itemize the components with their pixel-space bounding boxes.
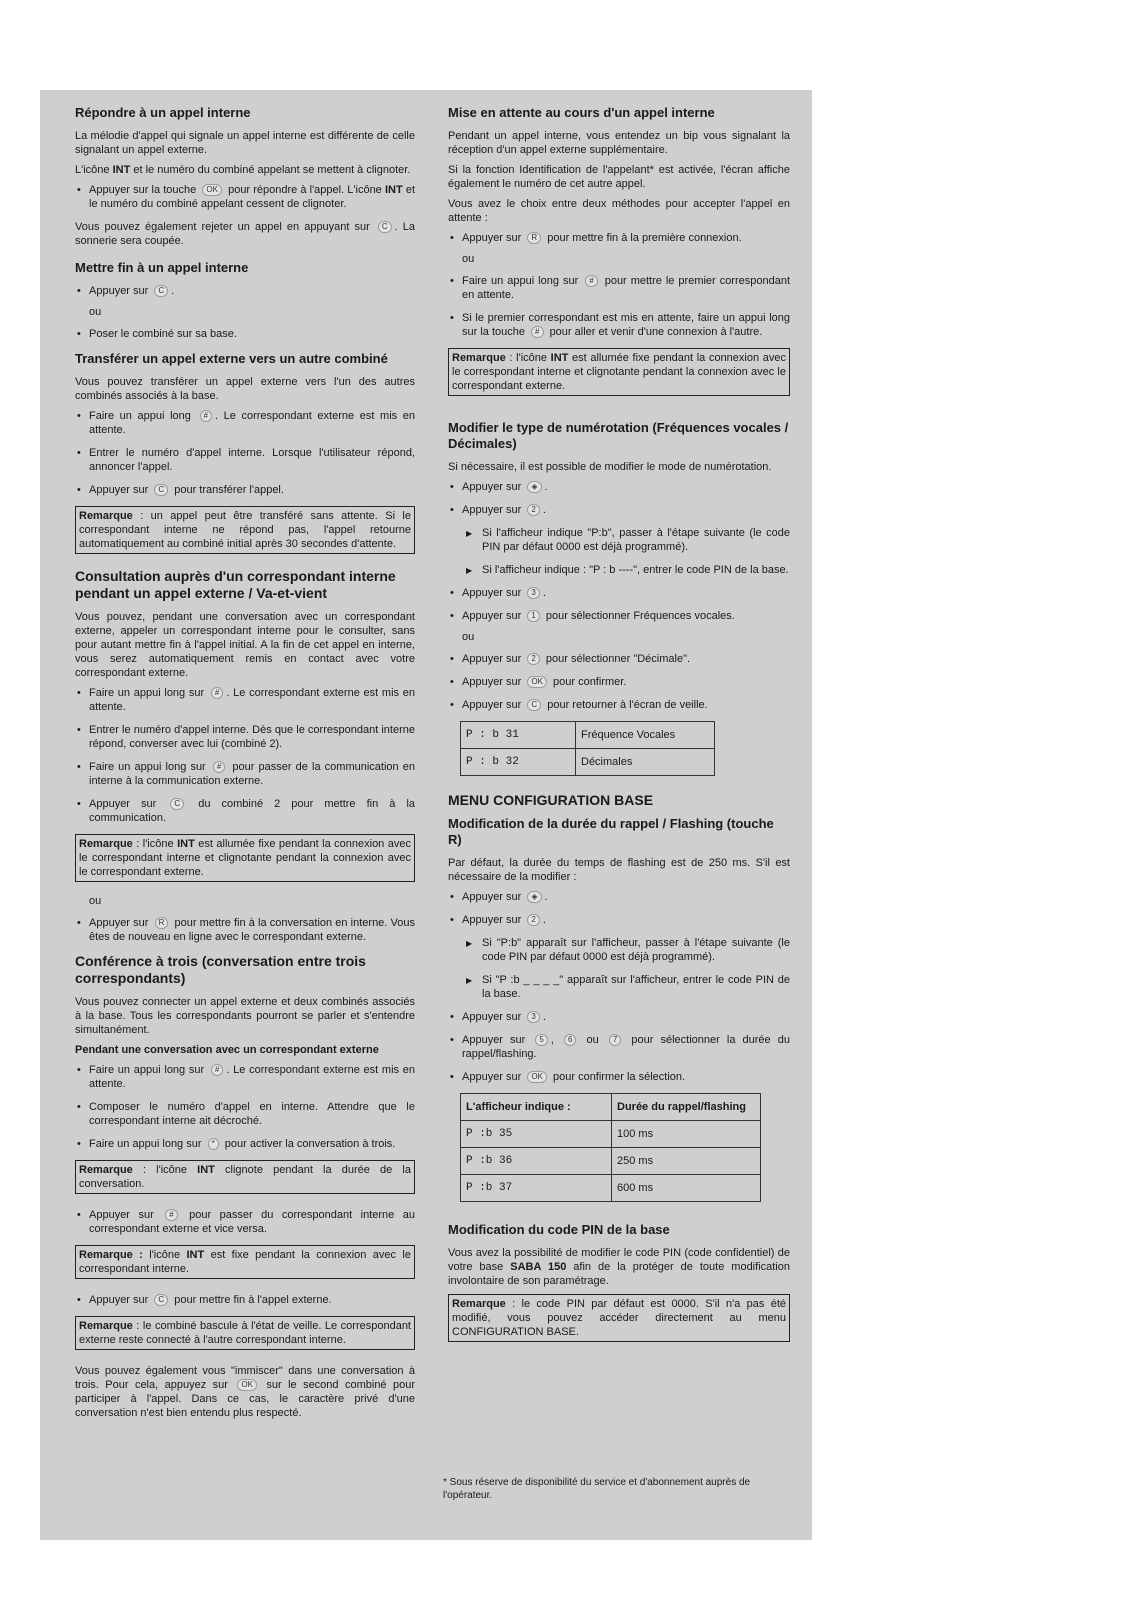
list-item: • Appuyer sur 3 . <box>448 1010 790 1024</box>
list-item: ▶ Si "P :b _ _ _ _" apparaît sur l'afficheur, entrer le code PIN de la base. <box>448 973 790 1001</box>
paragraph: Vous pouvez, pendant une conversation avec un correspondant externe, appeler un correspondant interne pour le consulter, sans pour autant mettre fin à l'appel initial. A la fin de cet appel en interne, vous serez automatiquement remis en contact avec votre correspondant externe. <box>75 611 415 679</box>
list-item: • Appuyer sur C pour mettre fin à l'appel externe. <box>75 1293 415 1307</box>
table-header-row <box>461 1094 761 1121</box>
table-cell: P : b 31 <box>461 722 576 749</box>
paragraph: Vous pouvez connecter un appel externe et deux combinés associés à la base. Tous les correspondants pourront se parler et s'entendre simultanément. <box>75 996 415 1036</box>
section-title: Transférer un appel externe vers un autre combiné <box>75 351 388 366</box>
step-list <box>75 686 415 825</box>
table-cell: P :b 35 <box>461 1121 612 1148</box>
section-title: Mise en attente au cours d'un appel interne <box>448 105 715 120</box>
step-list <box>448 890 790 1084</box>
section-title: Conférence à trois (conversation entre trois correspondants) <box>75 953 366 986</box>
hash-key-icon: # <box>211 687 223 699</box>
list-item: ▶ Si "P:b" apparaît sur l'afficheur, passer à l'étape suivante (le code PIN par défaut 0000 est déjà programmé). <box>448 936 790 964</box>
list-item: • Appuyer sur C du combiné 2 pour mettre fin à la communication. <box>75 797 415 825</box>
list-item: • Appuyer sur C pour transférer l'appel. <box>75 483 415 497</box>
list-item: • Faire un appui long sur # . Le correspondant externe est mis en attente. <box>75 1063 415 1091</box>
paragraph: Si la fonction Identification de l'appelant* est activée, l'écran affiche également le numéro de cet autre appel. <box>448 164 790 190</box>
star-key-icon: * <box>208 1138 219 1150</box>
list-item: • Appuyer sur 2 pour sélectionner "Décimale". <box>448 652 790 666</box>
step-list <box>75 327 415 341</box>
dial-mode-table <box>460 721 715 776</box>
list-item: • Entrer le numéro d'appel interne. Lorsque l'utilisateur répond, annoncer l'appel. <box>75 446 415 474</box>
int-icon: INT <box>112 164 131 176</box>
ok-key-icon: OK <box>202 184 222 196</box>
digit-1-key-icon: 1 <box>527 610 539 622</box>
list-item: • Faire un appui long # . Le correspondant externe est mis en attente. <box>75 409 415 437</box>
list-item: • Appuyer sur ◈ . <box>448 890 790 904</box>
table-header: L'afficheur indique : <box>461 1094 612 1121</box>
section-title: Modification de la durée du rappel / Flashing (touche R) <box>448 816 774 847</box>
step-list <box>448 231 790 245</box>
paragraph: Vous pouvez également vous "immiscer" dans une conversation à trois. Pour cela, appuyez sur OK sur le second combiné pour participer à l'appel. Dans ce cas, le caractère privé d'une conversation n'est bien entendu plus respecté. <box>75 1365 415 1419</box>
hangup-key-icon: C <box>170 798 184 810</box>
hangup-key-icon: C <box>527 699 541 711</box>
paragraph: Vous avez le choix entre deux méthodes pour accepter l'appel en attente : <box>448 198 790 224</box>
table-row <box>461 1121 761 1148</box>
section-title: Répondre à un appel interne <box>75 105 251 120</box>
table-cell: 100 ms <box>612 1121 761 1148</box>
remark-box: Remarque : l'icône INT est allumée fixe pendant la connexion avec le correspondant interne et clignotante pendant la connexion avec le correspondant externe. <box>75 834 415 882</box>
list-item: ▶ Si l'afficheur indique "P:b", passer à l'étape suivante (le code PIN par défaut 0000 est déjà programmé). <box>448 526 790 554</box>
list-item: • Entrer le numéro d'appel interne. Dès que le correspondant interne répond, converser avec lui (combiné 2). <box>75 723 415 751</box>
list-item: • Faire un appui long sur # . Le correspondant externe est mis en attente. <box>75 686 415 714</box>
hangup-key-icon: C <box>154 484 168 496</box>
paragraph: L'icône INT et le numéro du combiné appelant se mettent à clignoter. <box>75 164 411 176</box>
hash-key-icon: # <box>200 410 212 422</box>
step-list <box>448 274 790 339</box>
hangup-key-icon: C <box>154 1294 168 1306</box>
ou-separator: ou <box>89 306 102 318</box>
int-icon: INT <box>384 184 403 196</box>
table-cell: 250 ms <box>612 1148 761 1175</box>
section-title: Modification du code PIN de la base <box>448 1222 670 1237</box>
section-title: Consultation auprès d'un correspondant interne pendant un appel externe / Va-et-vient <box>75 568 396 601</box>
list-item: • Composer le numéro d'appel en interne. Attendre que le correspondant interne ait décroché. <box>75 1100 415 1128</box>
step-list <box>75 1208 415 1236</box>
digit-7-key-icon: 7 <box>609 1034 621 1046</box>
r-key-icon: R <box>155 917 169 929</box>
table-cell: 600 ms <box>612 1175 761 1202</box>
menu-key-icon: ◈ <box>527 481 541 493</box>
paragraph: Par défaut, la durée du temps de flashing est de 250 ms. S'il est nécessaire de la modifier : <box>448 857 790 883</box>
menu-key-icon: ◈ <box>527 891 541 903</box>
digit-5-key-icon: 5 <box>535 1034 547 1046</box>
hash-key-icon: # <box>211 1064 223 1076</box>
remark-box: Remarque : l'icône INT clignote pendant la durée de la conversation. <box>75 1160 415 1194</box>
int-icon: INT <box>550 352 569 364</box>
r-key-icon: R <box>527 232 541 244</box>
list-item: • Appuyer sur R pour mettre fin à la première connexion. <box>448 231 790 245</box>
int-icon: INT <box>197 1164 215 1176</box>
ok-key-icon: OK <box>527 676 547 688</box>
table-header: Durée du rappel/flashing <box>612 1094 761 1121</box>
step-list <box>75 916 415 944</box>
remark-box: Remarque : le combiné bascule à l'état de veille. Le correspondant externe reste connecté à l'autre correspondant interne. <box>75 1316 415 1350</box>
int-icon: INT <box>186 1249 205 1261</box>
ok-key-icon: OK <box>237 1379 257 1391</box>
ou-separator: ou <box>462 253 475 265</box>
remark-box: Remarque : l'icône INT est allumée fixe pendant la connexion avec le correspondant interne et clignotante pendant la connexion avec le correspondant externe. <box>448 348 790 396</box>
footnote: * Sous réserve de disponibilité du service et d'abonnement auprès de l'opérateur. <box>443 1477 751 1501</box>
list-item: • Si le premier correspondant est mis en attente, faire un appui long sur la touche # pour aller et venir d'une connexion à l'autre. <box>448 311 790 339</box>
list-item: • Appuyer sur R pour mettre fin à la conversation en interne. Vous êtes de nouveau en ligne avec le correspondant externe. <box>75 916 415 944</box>
list-item: • Poser le combiné sur sa base. <box>75 327 415 341</box>
list-item: • Faire un appui long sur # pour passer de la communication en interne à la communication externe. <box>75 760 415 788</box>
list-item: • Appuyer sur 2 . <box>448 913 790 927</box>
table-cell: P :b 36 <box>461 1148 612 1175</box>
section-title: Mettre fin à un appel interne <box>75 260 249 275</box>
table-row <box>461 1175 761 1202</box>
hangup-key-icon: C <box>154 285 168 297</box>
table-cell: Décimales <box>576 749 715 776</box>
subheading: Pendant une conversation avec un correspondant externe <box>75 1044 379 1056</box>
digit-6-key-icon: 6 <box>564 1034 576 1046</box>
digit-2-key-icon: 2 <box>527 914 539 926</box>
step-list <box>75 1293 415 1307</box>
menu-title: MENU CONFIGURATION BASE <box>448 792 654 808</box>
hash-key-icon: # <box>531 326 543 338</box>
hangup-key-icon: C <box>378 221 392 233</box>
paragraph: La mélodie d'appel qui signale un appel interne est différente de celle signalant un appel externe. <box>75 130 415 156</box>
table-row <box>461 749 715 776</box>
step-list <box>75 409 415 497</box>
list-item: • Appuyer sur OK pour confirmer. <box>448 675 790 689</box>
paragraph: Vous pouvez également rejeter un appel en appuyant sur C . La sonnerie sera coupée. <box>75 221 415 247</box>
step-list <box>75 1063 415 1151</box>
remark-box: Remarque : l'icône INT est fixe pendant la connexion avec le correspondant interne. <box>75 1245 415 1279</box>
list-item: • Appuyer sur OK pour confirmer la sélection. <box>448 1070 790 1084</box>
list-item: • Appuyer sur 5 , 6 ou 7 pour sélectionner la durée du rappel/flashing. <box>448 1033 790 1061</box>
digit-3-key-icon: 3 <box>527 587 539 599</box>
flashing-table <box>460 1093 761 1202</box>
list-item: • Appuyer sur C pour retourner à l'écran de veille. <box>448 698 790 712</box>
list-item: • Appuyer sur la touche OK pour répondre à l'appel. L'icône INT et le numéro du combiné appelant cessent de clignoter. <box>75 183 415 211</box>
list-item: ▶ Si l'afficheur indique : "P : b ----", entrer le code PIN de la base. <box>448 563 790 577</box>
list-item: • Faire un appui long sur * pour activer la conversation à trois. <box>75 1137 415 1151</box>
step-list <box>75 284 415 298</box>
table-cell: P :b 37 <box>461 1175 612 1202</box>
paragraph: Vous avez la possibilité de modifier le code PIN (code confidentiel) de votre base SABA 150 afin de la protéger de toute modification involontaire de son paramétrage. <box>448 1247 790 1287</box>
list-item: • Appuyer sur # pour passer du correspondant interne au correspondant externe et vice versa. <box>75 1208 415 1236</box>
hash-key-icon: # <box>165 1209 177 1221</box>
list-item: • Appuyer sur C . <box>75 284 415 298</box>
list-item: • Appuyer sur 3 . <box>448 586 790 600</box>
remark-box: Remarque : un appel peut être transféré sans attente. Si le correspondant interne ne répond pas, l'appel retourne automatiquement au combiné initial après 30 secondes d'attente. <box>75 506 415 554</box>
step-list <box>448 480 790 623</box>
digit-2-key-icon: 2 <box>527 653 539 665</box>
right-column <box>448 105 790 1356</box>
int-icon: INT <box>177 838 195 850</box>
digit-3-key-icon: 3 <box>527 1011 539 1023</box>
table-row <box>461 1148 761 1175</box>
paragraph: Pendant un appel interne, vous entendez un bip vous signalant la réception d'un appel externe supplémentaire. <box>448 130 790 156</box>
paragraph: Si nécessaire, il est possible de modifier le mode de numérotation. <box>448 461 772 473</box>
hash-key-icon: # <box>213 761 225 773</box>
ou-separator: ou <box>89 895 102 907</box>
ou-separator: ou <box>462 631 475 643</box>
hash-key-icon: # <box>585 275 597 287</box>
digit-2-key-icon: 2 <box>527 504 539 516</box>
table-cell: P : b 32 <box>461 749 576 776</box>
left-column <box>75 105 415 1426</box>
remark-box: Remarque : le code PIN par défaut est 0000. S'il n'a pas été modifié, vous pouvez accéder directement au menu CONFIGURATION BASE. <box>448 1294 790 1342</box>
list-item: • Appuyer sur 1 pour sélectionner Fréquences vocales. <box>448 609 790 623</box>
table-row <box>461 722 715 749</box>
table-cell: Fréquence Vocales <box>576 722 715 749</box>
list-item: • Appuyer sur 2 . <box>448 503 790 517</box>
paragraph: Vous pouvez transférer un appel externe vers l'un des autres combinés associés à la base. <box>75 376 415 402</box>
section-title: Modifier le type de numérotation (Fréquences vocales / Décimales) <box>448 420 789 451</box>
ok-key-icon: OK <box>527 1071 547 1083</box>
list-item: • Appuyer sur ◈ . <box>448 480 790 494</box>
step-list <box>75 183 415 211</box>
step-list <box>448 652 790 712</box>
list-item: • Faire un appui long sur # pour mettre le premier correspondant en attente. <box>448 274 790 302</box>
brand-name: SABA 150 <box>510 1261 567 1273</box>
